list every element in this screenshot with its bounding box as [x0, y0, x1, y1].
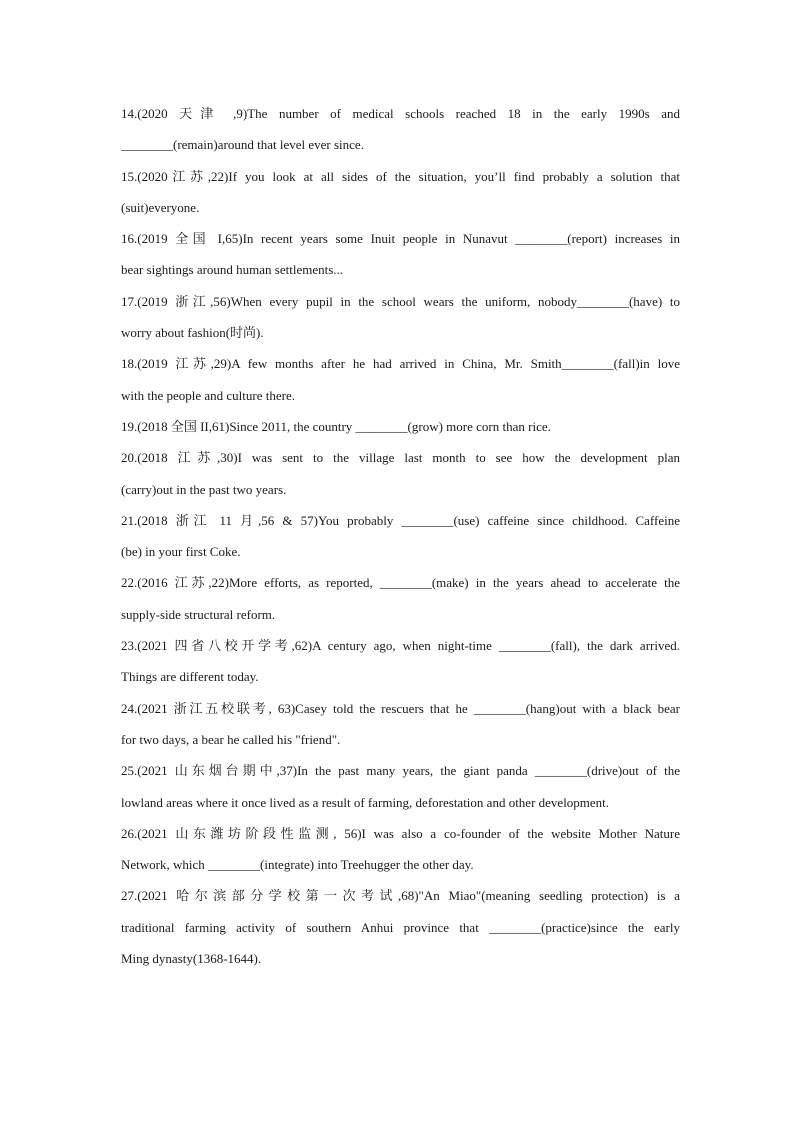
question-line: Things are different today. [121, 669, 259, 685]
question-item [121, 445, 680, 508]
question-line: 17.(2019 浙江,56)When every pupil in the school wears the uniform, nobody________(have) to [121, 293, 680, 309]
question-line: 26.(2021 山东潍坊阶段性监测, 56)I was also a co-founder of the website Mother Nature [121, 825, 680, 841]
question-item [121, 633, 680, 696]
question-item [121, 696, 680, 759]
question-line: 25.(2021 山东烟台期中,37)In the past many years, the giant panda ________(drive)out of the [121, 763, 680, 779]
question-line: 14.(2020 天津 ,9)The number of medical schools reached 18 in the early 1990s and [121, 106, 680, 121]
question-line: 19.(2018 全国 II,61)Since 2011, the country ________(grow) more corn than rice. [121, 418, 551, 434]
question-line: 18.(2019 江苏,29)A few months after he had arrived in China, Mr. Smith________(fall)in love [121, 356, 680, 372]
question-line: 16.(2019 全国 I,65)In recent years some Inuit people in Nunavut ________(report) increases in [121, 231, 680, 247]
question-line: Network, which ________(integrate) into Treehugger the other day. [121, 857, 474, 873]
question-item [121, 289, 680, 352]
question-item [121, 883, 680, 977]
question-line: (suit)everyone. [121, 199, 200, 215]
question-item [121, 226, 680, 289]
question-item [121, 570, 680, 633]
question-line: supply-side structural reform. [121, 606, 276, 622]
question-item [121, 821, 680, 884]
question-line: with the people and culture there. [121, 387, 295, 403]
question-line: bear sightings around human settlements... [121, 262, 344, 278]
question-line: Ming dynasty(1368-1644). [121, 951, 262, 967]
question-line: ________(remain)around that level ever since. [121, 137, 364, 153]
question-line: 21.(2018 浙江 11 月,56 & 57)You probably ________(use) caffeine since childhood. Caffeine [121, 512, 680, 528]
question-line: 22.(2016 江苏,22)More efforts, as reported, ________(make) in the years ahead to accelerate the [121, 575, 680, 591]
question-line: for two days, a bear he called his "friend". [121, 731, 341, 747]
question-line: worry about fashion(时尚). [121, 325, 264, 341]
question-line: (carry)out in the past two years. [121, 481, 287, 497]
question-item [121, 101, 680, 164]
question-line: 15.(2020江苏,22)If you look at all sides of the situation, you’ll find probably a solution that [121, 168, 680, 184]
question-line: 23.(2021 四省八校开学考,62)A century ago, when night-time ________(fall), the dark arrived. [121, 638, 680, 654]
question-item [121, 414, 680, 445]
question-line: 24.(2021 浙江五校联考, 63)Casey told the rescuers that he ________(hang)out with a black bear [121, 700, 680, 716]
question-line: lowland areas where it once lived as a result of farming, deforestation and other development. [121, 794, 610, 810]
question-item [121, 351, 680, 414]
question-line: 20.(2018 江苏,30)I was sent to the village last month to see how the development plan [121, 450, 680, 466]
question-line: 27.(2021 哈尔滨部分学校第一次考试,68)"An Miao"(meaning seedling protection) is a [121, 888, 680, 904]
question-list [121, 101, 680, 977]
question-item [121, 164, 680, 227]
question-item [121, 508, 680, 571]
question-item [121, 758, 680, 821]
question-line: traditional farming activity of southern Anhui province that ________(practice)since the early [121, 919, 680, 935]
question-line: (be) in your first Coke. [121, 544, 241, 560]
